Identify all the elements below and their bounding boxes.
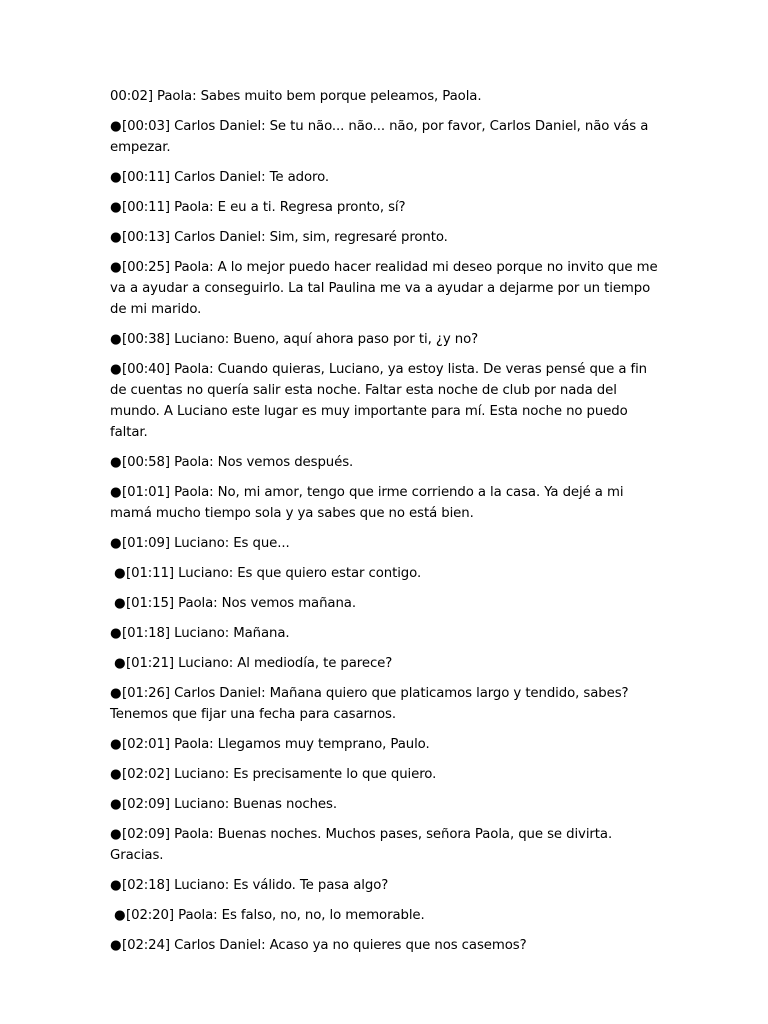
transcript-line [110,563,662,584]
transcript-line [110,593,662,614]
transcript-line [110,905,662,926]
transcript-line [110,86,662,107]
bullet-icon: ● [110,332,122,347]
bullet-icon: ● [110,260,122,275]
transcript-text: [01:18] Luciano: Mañana. [122,626,290,641]
transcript-text: [00:03] Carlos Daniel: Se tu não... não... não, por favor, Carlos Daniel, não vás a empezar. [110,119,649,155]
transcript-line [110,794,662,815]
transcript-text: [01:09] Luciano: Es que... [122,536,290,551]
transcript-line [110,683,662,725]
transcript-line [110,329,662,350]
transcript-line [110,764,662,785]
transcript-text: [00:40] Paola: Cuando quieras, Luciano, ya estoy lista. De veras pensé que a fin de cuentas no quería salir esta noche. Faltar esta noche de club por nada del mundo. A Luciano este lugar es muy importante para mí. Esta noche no puedo faltar. [110,362,648,440]
transcript-text: [00:58] Paola: Nos vemos después. [122,455,354,470]
bullet-icon: ● [110,455,122,470]
transcript-line [110,452,662,473]
bullet-icon: ● [110,200,122,215]
transcript-text: [01:26] Carlos Daniel: Mañana quiero que platicamos largo y tendido, sabes? Tenemos que fijar una fecha para casarnos. [110,686,629,722]
transcript-text: [02:09] Luciano: Buenas noches. [122,797,337,812]
bullet-icon: ● [110,362,122,377]
bullet-icon: ● [110,878,122,893]
transcript-text: [02:18] Luciano: Es válido. Te pasa algo? [122,878,389,893]
transcript-line [110,116,662,158]
transcript-line [110,257,662,320]
bullet-icon: ● [114,656,126,671]
transcript-line [110,167,662,188]
transcript-text: [00:11] Paola: E eu a ti. Regresa pronto, sí? [122,200,406,215]
transcript-text: [00:13] Carlos Daniel: Sim, sim, regresaré pronto. [122,230,448,245]
bullet-icon: ● [110,485,122,500]
bullet-icon: ● [114,566,126,581]
transcript-line [110,824,662,866]
transcript-text: [02:01] Paola: Llegamos muy temprano, Paulo. [122,737,430,752]
bullet-icon: ● [110,767,122,782]
transcript-line [110,734,662,755]
transcript-text: [00:38] Luciano: Bueno, aquí ahora paso por ti, ¿y no? [122,332,479,347]
transcript-text: [01:21] Luciano: Al mediodía, te parece? [126,656,393,671]
transcript-line [110,623,662,644]
transcript-line [110,227,662,248]
transcript-text: [02:09] Paola: Buenas noches. Muchos pases, señora Paola, que se divirta. Gracias. [110,827,613,863]
transcript-line [110,359,662,443]
bullet-icon: ● [110,938,122,953]
transcript-text: [01:11] Luciano: Es que quiero estar contigo. [126,566,422,581]
transcript-line [110,197,662,218]
bullet-icon: ● [114,596,126,611]
bullet-icon: ● [110,626,122,641]
bullet-icon: ● [110,119,122,134]
transcript-text: [02:02] Luciano: Es precisamente lo que quiero. [122,767,437,782]
transcript-text: 00:02] Paola: Sabes muito bem porque peleamos, Paola. [110,89,482,104]
transcript-line [110,653,662,674]
bullet-icon: ● [110,170,122,185]
transcript-text: [00:25] Paola: A lo mejor puedo hacer realidad mi deseo porque no invito que me va a ayudar a conseguirlo. La tal Paulina me va a ayudar a dejarme por un tiempo de mi marido. [110,260,658,317]
bullet-icon: ● [110,686,122,701]
bullet-icon: ● [110,797,122,812]
transcript-text: [01:01] Paola: No, mi amor, tengo que irme corriendo a la casa. Ya dejé a mi mamá mucho tiempo sola y ya sabes que no está bien. [110,485,624,521]
transcript-line [110,935,662,956]
transcript-line [110,533,662,554]
transcript-line [110,482,662,524]
document-page [110,86,662,965]
transcript-text: [02:24] Carlos Daniel: Acaso ya no quieres que nos casemos? [122,938,527,953]
bullet-icon: ● [114,908,126,923]
transcript-text: [02:20] Paola: Es falso, no, no, lo memorable. [126,908,425,923]
bullet-icon: ● [110,536,122,551]
transcript-text: [00:11] Carlos Daniel: Te adoro. [122,170,329,185]
transcript-text: [01:15] Paola: Nos vemos mañana. [126,596,356,611]
transcript-line [110,875,662,896]
bullet-icon: ● [110,737,122,752]
bullet-icon: ● [110,827,122,842]
bullet-icon: ● [110,230,122,245]
